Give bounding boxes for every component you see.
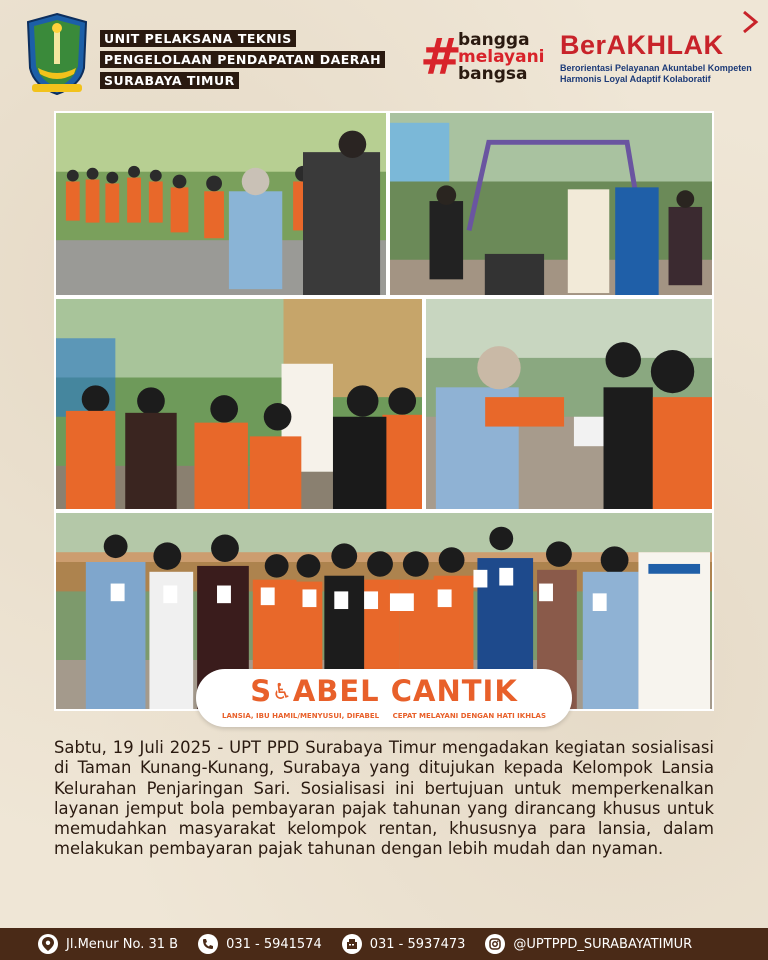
org-line-2: PENGELOLAAN PENDAPATAN DAERAH <box>100 51 385 68</box>
bangga-word-3: bangsa <box>458 64 528 84</box>
footer-fax <box>342 934 466 954</box>
footer-address-text: Jl.Menur No. 31 B <box>66 936 179 952</box>
berakhlak-logo <box>560 30 752 85</box>
event-description: Sabtu, 19 Juli 2025 - UPT PPD Surabaya Timur mengadakan kegiatan sosialisasi di Taman Kunang-Kunang, Surabaya yang ditujukan kepada Kelompok Lansia Kelurahan Penjaringan Sari. Sosialisasi ini bertujuan untuk memperkenalkan layanan jemput bola pembayaran pajak tahunan yang dirancang khusus untuk memudahkan masyarakat kelompok rentan, khususnya para lansia, dalam melakukan pembayaran pajak tahunan dengan lebih mudah dan nyaman. <box>54 738 714 859</box>
wheelchair-icon: ♿ <box>272 680 293 705</box>
banner-title-s: S <box>250 674 273 708</box>
org-line-1: UNIT PELAKSANA TEKNIS <box>100 30 296 47</box>
photo-leaflet-handover <box>424 297 714 511</box>
photo-exercise-group <box>54 111 388 297</box>
banner-sub-right: CEPAT MELAYANI DENGAN HATI IKHLAS <box>392 712 546 720</box>
bangga-word-2: melayani <box>458 47 545 67</box>
banner-title <box>196 674 572 710</box>
footer-phone-text: 031 - 5941574 <box>226 936 322 952</box>
berakhlak-title: BerAKHLAK <box>560 30 724 60</box>
phone-icon <box>198 934 218 954</box>
sikabel-cantik-banner <box>196 669 572 727</box>
footer-instagram-text: @UPTPPD_SURABAYATIMUR <box>513 936 693 952</box>
footer-instagram <box>485 934 692 954</box>
banner-title-rest: ABEL CANTIK <box>292 674 518 708</box>
berakhlak-sub-line-2: Harmonis Loyal Adaptif Kolaboratif <box>560 74 711 84</box>
header <box>0 0 768 108</box>
footer-contact-bar <box>0 928 768 960</box>
berakhlak-sub-line-1: Berorientasi Pelayanan Akuntabel Kompeten <box>560 63 752 73</box>
organization-name <box>100 28 385 91</box>
footer-phone <box>198 934 322 954</box>
banner-sub-left: LANSIA, IBU HAMIL/MENYUSUI, DIFABEL <box>222 712 380 720</box>
berakhlak-subtitle <box>560 63 752 85</box>
chevron-accent-icon <box>740 10 762 34</box>
footer-address <box>38 934 178 954</box>
fax-icon <box>342 934 362 954</box>
footer-fax-text: 031 - 5937473 <box>369 936 466 952</box>
org-line-3: SURABAYA TIMUR <box>100 72 239 89</box>
bangga-word-1: bangga <box>458 30 530 50</box>
photo-banner-group <box>54 297 424 511</box>
location-pin-icon <box>38 934 58 954</box>
bangga-melayani-bangsa-logo <box>420 30 554 86</box>
photo-speaker-park <box>388 111 714 297</box>
bangga-hash: # <box>420 28 462 86</box>
instagram-icon <box>485 934 505 954</box>
east-java-crest-icon <box>24 12 90 96</box>
